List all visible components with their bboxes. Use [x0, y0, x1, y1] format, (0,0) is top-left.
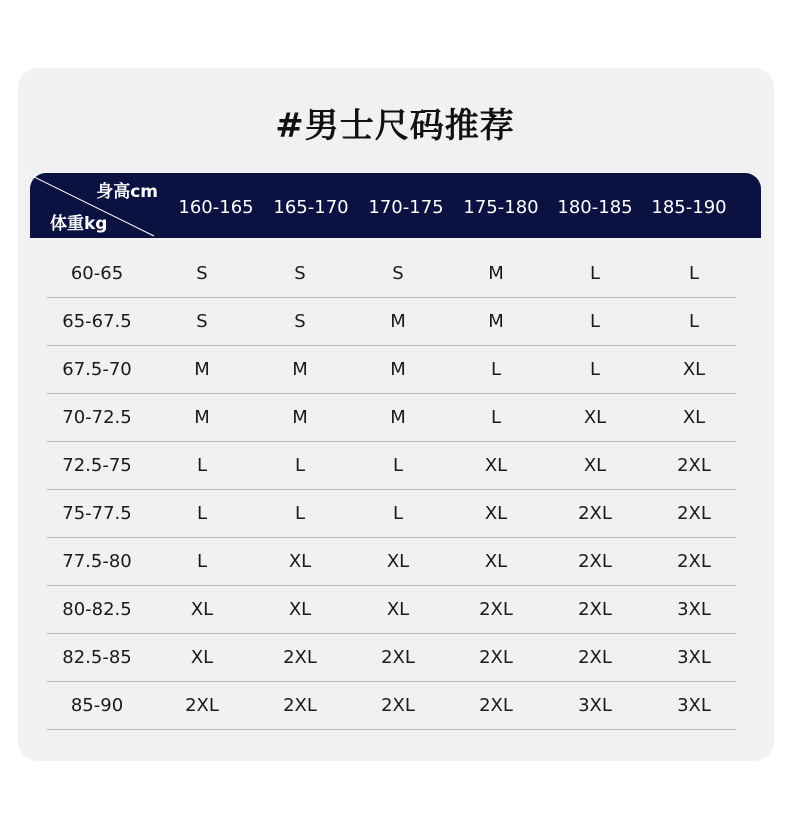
size-cell: 2XL [381, 647, 415, 668]
table-row [47, 346, 736, 394]
size-cell: M [488, 263, 504, 284]
column-header: 170-175 [368, 197, 444, 218]
size-cell: 3XL [677, 647, 711, 668]
table-row [47, 250, 736, 298]
size-cell: L [589, 263, 601, 284]
size-cell: 2XL [283, 647, 317, 668]
size-cell: 3XL [578, 695, 612, 716]
table-row [47, 394, 736, 442]
size-cell: XL [682, 407, 706, 428]
size-cell: L [688, 263, 700, 284]
weight-cell: 77.5-80 [62, 551, 132, 572]
size-cell: S [294, 263, 306, 284]
table-header [30, 173, 761, 238]
weight-cell: 85-90 [70, 695, 124, 716]
table-row [47, 298, 736, 346]
weight-cell: 65-67.5 [62, 311, 132, 332]
size-cell: 3XL [677, 695, 711, 716]
size-cell: L [196, 551, 208, 572]
table-row [47, 634, 736, 682]
size-cell: 2XL [578, 551, 612, 572]
size-cell: M [390, 407, 406, 428]
table-row [47, 682, 736, 730]
weight-cell: 80-82.5 [62, 599, 132, 620]
size-cell: XL [190, 647, 214, 668]
size-cell: 2XL [479, 695, 513, 716]
size-cell: 2XL [578, 599, 612, 620]
column-header: 185-190 [651, 197, 727, 218]
size-cell: M [194, 407, 210, 428]
size-cell: M [488, 311, 504, 332]
size-cell: 2XL [381, 695, 415, 716]
size-cell: 2XL [677, 455, 711, 476]
size-cell: M [390, 311, 406, 332]
size-cell: XL [583, 407, 607, 428]
table-row [47, 442, 736, 490]
size-cell: 2XL [283, 695, 317, 716]
size-cell: 2XL [479, 647, 513, 668]
size-cell: XL [386, 599, 410, 620]
size-cell: M [292, 359, 308, 380]
size-cell: M [292, 407, 308, 428]
size-cell: XL [682, 359, 706, 380]
weight-cell: 82.5-85 [62, 647, 132, 668]
size-cell: M [390, 359, 406, 380]
size-cell: XL [288, 551, 312, 572]
size-cell: S [196, 311, 208, 332]
size-cell: L [294, 455, 306, 476]
size-cell: L [490, 407, 502, 428]
column-header: 165-170 [273, 197, 349, 218]
size-cell: L [589, 311, 601, 332]
size-cell: XL [484, 455, 508, 476]
size-cell: XL [190, 599, 214, 620]
size-cell: XL [288, 599, 312, 620]
size-cell: M [194, 359, 210, 380]
page-title: #男士尺码推荐 [275, 106, 515, 146]
size-cell: 2XL [479, 599, 513, 620]
table-row [47, 586, 736, 634]
size-cell: L [688, 311, 700, 332]
column-header: 180-185 [557, 197, 633, 218]
size-cell: L [196, 503, 208, 524]
size-cell: L [294, 503, 306, 524]
column-header: 175-180 [463, 197, 539, 218]
size-cell: 2XL [677, 551, 711, 572]
weight-cell: 70-72.5 [62, 407, 132, 428]
weight-cell: 67.5-70 [62, 359, 132, 380]
size-cell: 2XL [677, 503, 711, 524]
size-cell: 2XL [578, 503, 612, 524]
size-cell: 2XL [185, 695, 219, 716]
weight-cell: 75-77.5 [62, 503, 132, 524]
size-cell: L [490, 359, 502, 380]
size-cell: XL [484, 551, 508, 572]
size-table-body [47, 250, 736, 730]
size-cell: S [392, 263, 404, 284]
corner-header-cell [30, 173, 158, 238]
size-cell: XL [583, 455, 607, 476]
size-cell: L [392, 503, 404, 524]
weight-cell: 60-65 [70, 263, 124, 284]
size-cell: S [294, 311, 306, 332]
weight-cell: 72.5-75 [62, 455, 132, 476]
size-cell: 2XL [578, 647, 612, 668]
table-row [47, 538, 736, 586]
size-cell: XL [484, 503, 508, 524]
size-cell: L [589, 359, 601, 380]
size-cell: S [196, 263, 208, 284]
weight-axis-label: 体重kg [50, 214, 108, 234]
size-cell: L [196, 455, 208, 476]
size-cell: L [392, 455, 404, 476]
size-cell: XL [386, 551, 410, 572]
size-cell: 3XL [677, 599, 711, 620]
column-header: 160-165 [178, 197, 254, 218]
height-axis-label: 身高cm [96, 182, 158, 202]
table-row [47, 490, 736, 538]
